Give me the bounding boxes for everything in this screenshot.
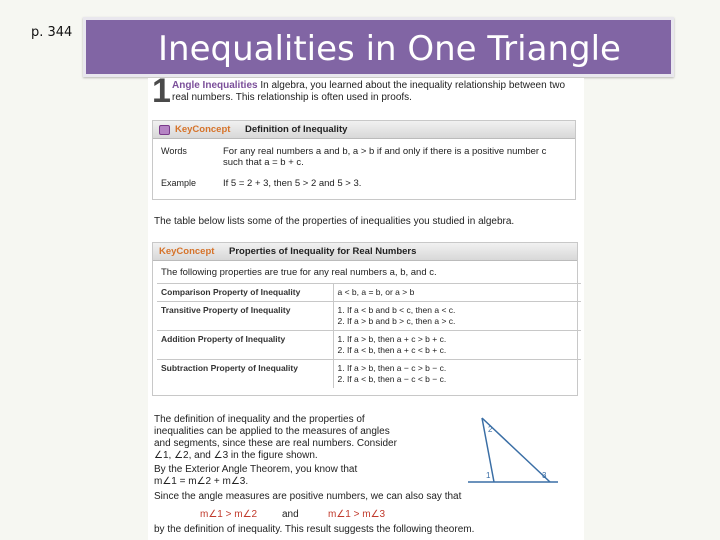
property-statement [333,302,581,331]
intro-keyword: Angle Inequalities [172,80,258,91]
paragraph-positive: Since the angle measures are positive numbers, we can also say that [154,491,462,502]
key-concept-definition [152,120,576,200]
property-line: 2. If a < b, then a + c < b + c. [337,345,447,355]
property-name: Addition Property of Inequality [157,331,333,360]
property-line: 1. If a > b, then a + c > b + c. [337,334,447,344]
textbook-scan [148,78,584,540]
property-statement [333,360,581,389]
table-intro: The table below lists some of the properties of inequalities you studied in algebra. [154,216,515,227]
key-concept-title: Properties of Inequality for Real Numbers [229,246,417,257]
table-row [157,331,581,360]
property-line: 1. If a < b and b < c, then a < c. [337,305,456,315]
table-row [157,284,581,302]
key-concept-header [153,243,577,261]
property-name: Subtraction Property of Inequality [157,360,333,389]
slide-title: Inequalities in One Triangle [158,29,621,69]
paragraph-line: The definition of inequality and the properties of [154,414,365,425]
key-concept-title: Definition of Inequality [245,124,348,135]
properties-table [157,283,581,388]
key-concept-icon [159,125,170,135]
words-text-line2: such that a = b + c. [223,157,304,168]
angle-label-2: 2 [488,425,493,434]
paragraph-line: ∠1, ∠2, and ∠3 in the figure shown. [154,450,318,461]
property-line: a < b, a = b, or a > b [337,287,415,297]
example-label: Example [161,178,197,188]
property-line: 2. If a < b, then a − c < b − c. [337,374,447,384]
table-row [157,302,581,331]
paragraph-theorem: by the definition of inequality. This result suggests the following theorem. [154,524,475,535]
and-text: and [282,509,299,520]
property-statement [333,331,581,360]
paragraph-line: and segments, since these are real numbers. Consider [154,438,397,449]
intro-paragraph [172,80,582,104]
properties-intro: The following properties are true for any real numbers a, b, and c. [161,267,437,278]
lesson-number: 1 [152,78,171,110]
property-name: Transitive Property of Inequality [157,302,333,331]
property-line: 1. If a > b, then a − c > b − c. [337,363,447,373]
key-concept-label: KeyConcept [175,124,231,135]
words-text-line1: For any real numbers a and b, a > b if and only if there is a positive number c [223,146,547,157]
intro-text: In algebra, you learned about the inequality relationship between two real numbers. This relationship is often used in proofs. [172,80,566,103]
property-statement [333,284,581,302]
paragraph-line: By the Exterior Angle Theorem, you know that [154,464,358,475]
key-concept-header [153,121,575,139]
page-reference: p. 344 [31,25,73,40]
property-line: 2. If a > b and b > c, then a > c. [337,316,456,326]
key-concept-label: KeyConcept [159,246,215,257]
key-concept-properties [152,242,578,396]
words-label: Words [161,146,187,156]
paragraph-exterior-angle [154,464,357,488]
angle-label-1: 1 [486,471,491,480]
triangle-figure [468,416,568,496]
inequality-1: m∠1 > m∠2 [200,509,258,520]
table-row [157,360,581,389]
paragraph-definition [154,414,397,462]
paragraph-line: inequalities can be applied to the measures of angles [154,426,390,437]
example-text: If 5 = 2 + 3, then 5 > 2 and 5 > 3. [223,178,362,189]
property-name: Comparison Property of Inequality [157,284,333,302]
title-bar [83,17,674,77]
inequality-2: m∠1 > m∠3 [328,509,386,520]
paragraph-line: m∠1 = m∠2 + m∠3. [154,476,249,487]
angle-label-3: 3 [542,471,547,480]
